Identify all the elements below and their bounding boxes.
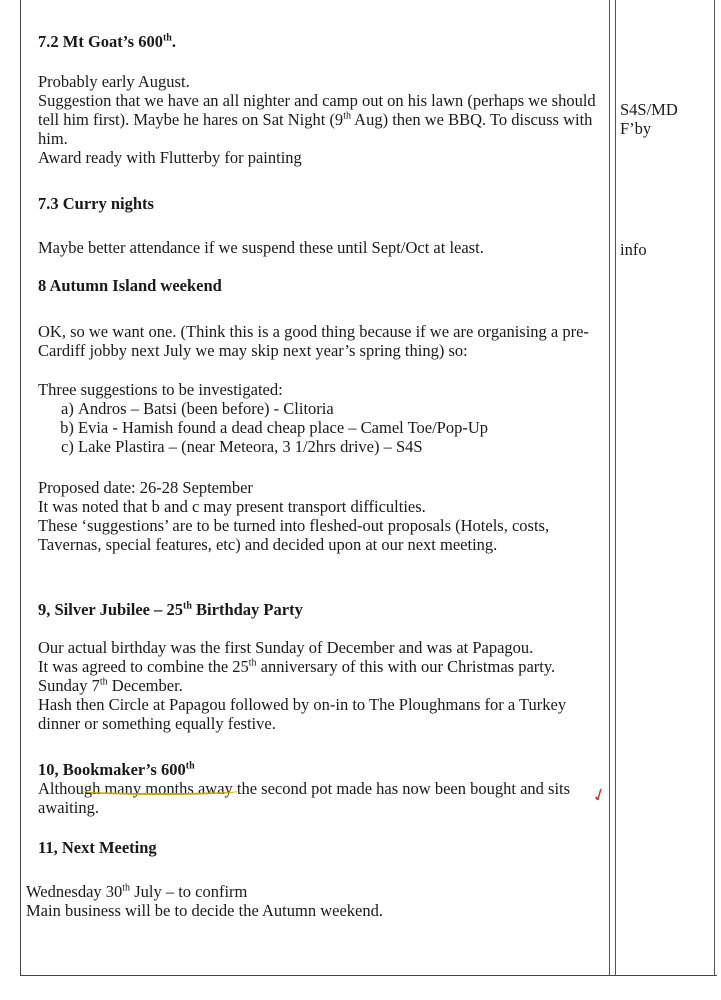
list-item: a. Andros – Batsi (been before) - Clitoria [78,399,608,418]
list-item: c. Lake Plastira – (near Meteora, 3 1/2hrs drive) – S4S [78,437,608,456]
highlighter-underline [80,787,240,795]
section-heading: 7.2 Mt Goat’s 600th. [38,32,176,51]
paragraph: Main business will be to decide the Autumn weekend. [26,901,383,920]
section-7-2 [38,32,608,51]
paragraph: It was noted that b and c may present transport difficulties. [38,497,426,516]
action-column-7-3 [620,240,715,259]
section-9-body [38,638,608,733]
section-8-suggestions [38,380,608,456]
right-border [714,0,715,975]
paragraph: Proposed date: 26-28 September [38,478,253,497]
paragraph: Our actual birthday was the first Sunday of December and was at Papagou. [38,638,534,657]
section-heading: 10, Bookmaker’s 600th [38,760,195,779]
paragraph: Suggestion that we have an all nighter and camp out on his lawn (perhaps we should tell him first). Maybe he hares on Sat Night (9th Aug) then we BBQ. To discuss with him. [38,91,596,148]
section-heading: 11, Next Meeting [38,838,157,857]
section-heading: 8 Autumn Island weekend [38,276,222,295]
column-divider-inner [615,0,616,975]
handwritten-tick-mark: ✓ [588,783,610,808]
action-owner: info [620,240,647,259]
section-7-2-body [38,72,608,167]
paragraph: It was agreed to combine the 25th anniversary of this with our Christmas party. [38,657,556,676]
paragraph: Maybe better attendance if we suspend these until Sept/Oct at least. [38,238,484,257]
section-8 [38,276,608,295]
paragraph: Three suggestions to be investigated: [38,380,283,399]
paragraph: These ‘suggestions’ are to be turned into fleshed-out proposals (Hotels, costs, Tavernas, special features, etc) and decided upon at our next meeting. [38,516,550,554]
section-8-notes [38,478,608,554]
section-7-3 [38,194,608,213]
section-heading: 7.3 Curry nights [38,194,154,213]
paragraph: Although many months away the second pot made has now been bought and sits awaiting. [38,779,571,817]
section-11 [38,838,608,857]
list-item: b. Evia - Hamish found a dead cheap place – Camel Toe/Pop-Up [78,418,608,437]
section-11-body [26,882,596,920]
paragraph: Hash then Circle at Papagou followed by on-in to The Ploughmans for a Turkey dinner or something equally festive. [38,695,567,733]
paragraph: Probably early August. [38,72,190,91]
action-owner: F’by [620,119,652,138]
section-7-3-body [38,238,608,257]
paragraph: Wednesday 30th July – to confirm [26,882,248,901]
paragraph: Sunday 7th December. [38,676,183,695]
section-8-para [38,322,608,360]
action-column-7-2 [620,100,715,138]
suggestion-list [38,399,608,456]
section-9 [38,600,608,619]
action-owner: S4S/MD [620,100,678,119]
column-divider [609,0,610,975]
section-heading: 9, Silver Jubilee – 25th Birthday Party [38,600,303,619]
paragraph: Award ready with Flutterby for painting [38,148,302,167]
paragraph: OK, so we want one. (Think this is a good thing because if we are organising a pre-Cardiff jobby next July we may skip next year’s spring thing) so: [38,322,589,360]
